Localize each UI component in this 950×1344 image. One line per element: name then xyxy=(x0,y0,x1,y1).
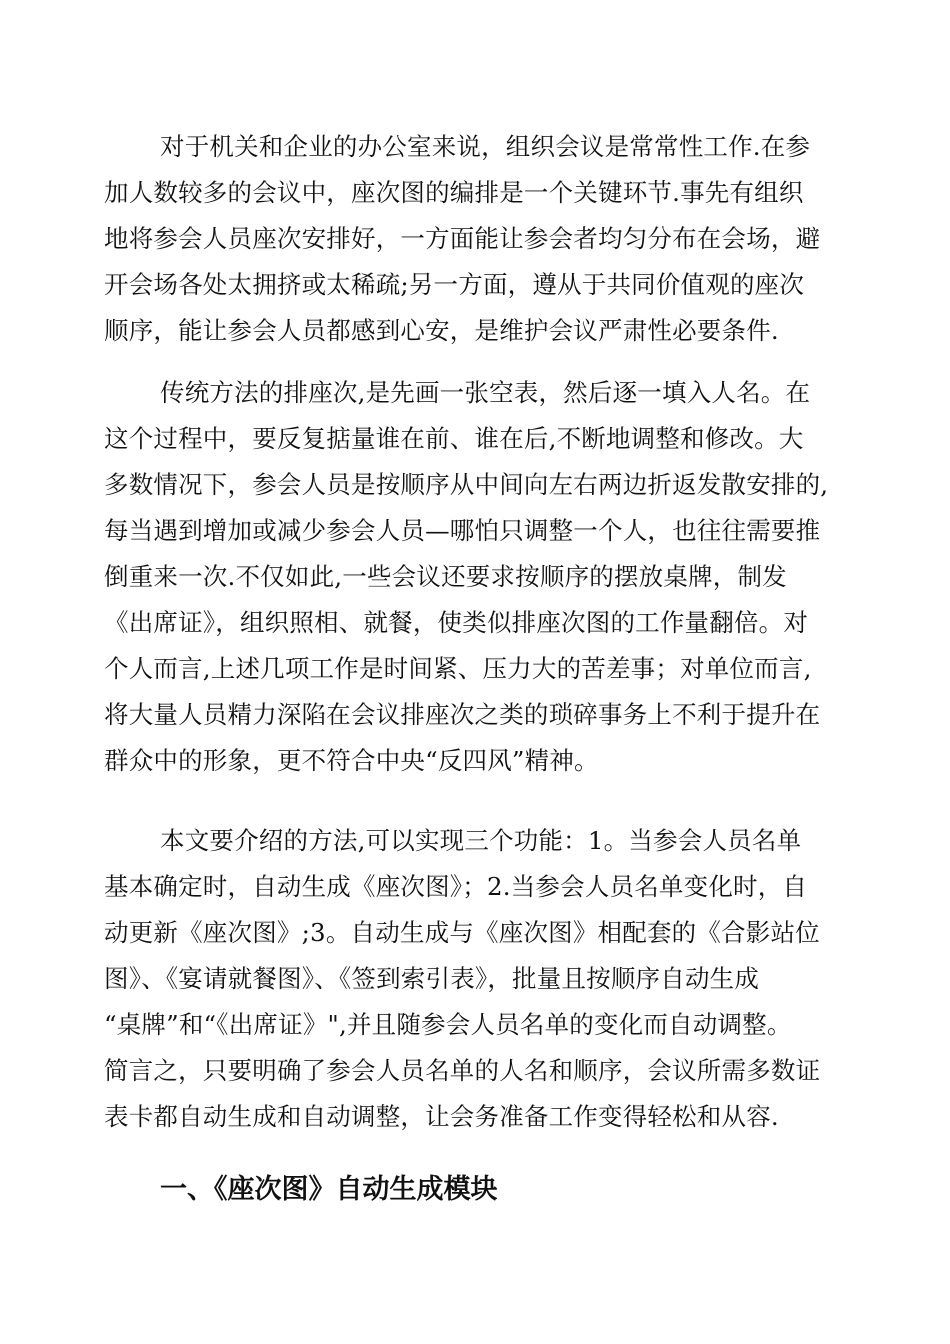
text-line: 这个过程中，要反复掂量谁在前、谁在后,不断地调整和修改。大 xyxy=(104,424,804,453)
text-line: 将大量人员精力深陷在会议排座次之类的琐碎事务上不利于提升在 xyxy=(104,700,821,729)
text-line: 多数情况下，参会人员是按顺序从中间向左右两边折返发散安排的, xyxy=(104,470,829,499)
text-line: 基本确定时，自动生成《座次图》；2.当参会人员名单变化时，自 xyxy=(104,872,808,901)
text-line: 开会场各处太拥挤或太稀疏;另一方面，遵从于共同价值观的座次 xyxy=(104,270,805,299)
text-line: 加人数较多的会议中，座次图的编排是一个关键环节.事先有组织 xyxy=(104,178,804,207)
text-line: 图》、《宴请就餐图》、《签到索引表》，批量且按顺序自动生成 xyxy=(104,964,760,993)
text-line: 倒重来一次.不仅如此,一些会议还要求按顺序的摆放桌牌，制发 xyxy=(104,562,787,591)
text-line: 群众中的形象，更不符合中央“反四风”精神。 xyxy=(104,746,599,775)
text-line: 《出席证》，组织照相、就餐，使类似排座次图的工作量翻倍。对 xyxy=(104,608,809,637)
text-line: 传统方法的排座次,是先画一张空表，然后逐一填入人名。在 xyxy=(160,378,811,407)
text-line: 地将参会人员座次安排好，一方面能让参会者均匀分布在会场，避 xyxy=(104,224,821,253)
text-line: 顺序，能让参会人员都感到心安，是维护会议严肃性必要条件. xyxy=(104,316,779,345)
text-line: 每当遇到增加或减少参会人员—哪怕只调整一个人，也往往需要推 xyxy=(104,516,821,545)
text-line: 个人而言,上述几项工作是时间紧、压力大的苦差事；对单位而言, xyxy=(104,654,812,683)
text-line: 动更新《座次图》;3。自动生成与《座次图》相配套的《合影站位 xyxy=(104,918,820,947)
text-line: 本文要介绍的方法,可以实现三个功能：1。当参会人员名单 xyxy=(160,826,802,855)
text-line: 简言之，只要明确了参会人员名单的人名和顺序，会议所需多数证 xyxy=(104,1056,821,1085)
section-heading: 一、《座次图》自动生成模块 xyxy=(160,1174,498,1205)
text-line: “桌牌”和“《出席证》",并且随参会人员名单的变化而自动调整。 xyxy=(104,1010,792,1039)
text-line: 对于机关和企业的办公室来说，组织会议是常常性工作.在参 xyxy=(160,132,811,161)
text-line: 表卡都自动生成和自动调整，让会务准备工作变得轻松和从容. xyxy=(104,1102,779,1131)
